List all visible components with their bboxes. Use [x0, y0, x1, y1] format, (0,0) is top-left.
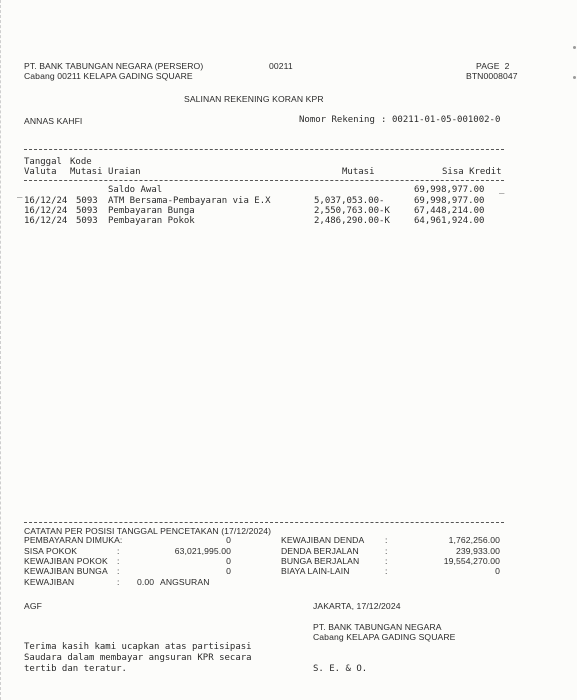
summary-label: KEWAJIBAN: [24, 577, 75, 587]
document-title: SALINAN REKENING KORAN KPR: [184, 94, 324, 104]
summary-separator: :: [385, 535, 388, 545]
summary-value: 0: [226, 556, 231, 566]
row-code: 5093: [76, 206, 98, 216]
divider: [24, 149, 504, 150]
summary-separator: :: [385, 546, 388, 556]
summary-label: KEWAJIBAN BUNGA: [24, 566, 108, 576]
divider: [24, 180, 504, 181]
summary-value: 63,021,995.00: [174, 546, 231, 556]
summary-heading: CATATAN PER POSISI TANGGAL PENCETAKAN (17/12/2024): [24, 526, 272, 536]
summary-label: BIAYA LAIN-LAIN: [281, 566, 350, 576]
branch-name: Cabang 00211 KELAPA GADING SQUARE: [24, 71, 193, 81]
summary-separator: :: [117, 546, 120, 556]
row-amount: 2,486,290.00-K: [314, 216, 390, 226]
summary-value: 0: [226, 535, 231, 545]
summary-value: 0: [495, 566, 500, 576]
summary-label: SISA POKOK: [24, 546, 78, 556]
closing-note: S. E. & O.: [313, 664, 368, 674]
summary-value: 0.00: [137, 577, 155, 587]
row-balance: 67,448,214.00: [414, 206, 485, 216]
account-number-separator: :: [381, 115, 387, 125]
summary-value: 0: [226, 566, 231, 576]
row-desc: Pembayaran Pokok: [108, 216, 195, 226]
summary-separator: :: [385, 566, 388, 576]
summary-label: KEWAJIBAN POKOK: [24, 556, 108, 566]
document-ref: BTN0008047: [466, 71, 518, 81]
summary-separator: :: [117, 577, 120, 587]
row-mark: _: [499, 185, 505, 195]
row-desc: Pembayaran Bunga: [108, 206, 195, 216]
scan-mark: [573, 76, 576, 79]
place-date: JAKARTA, 17/12/2024: [313, 601, 401, 611]
header-sisa-kredit: Sisa Kredit: [442, 167, 502, 177]
scan-mark: [573, 46, 576, 49]
row-balance: 69,998,977.00: [414, 196, 485, 206]
row-date: 16/12/24: [24, 196, 68, 206]
header-uraian: Uraian: [108, 167, 141, 177]
row-balance: 69,998,977.00: [414, 185, 485, 195]
row-date: 16/12/24: [24, 216, 68, 226]
summary-label: KEWAJIBAN DENDA: [281, 535, 365, 545]
row-amount: 2,550,763.00-K: [314, 206, 390, 216]
account-name: ANNAS KAHFI: [24, 116, 83, 126]
summary-label: BUNGA BERJALAN: [281, 556, 360, 566]
row-desc: ATM Bersama-Pembayaran via E.X: [108, 196, 271, 206]
header-mutasi-code: Mutasi: [70, 167, 103, 177]
header-kode: Kode: [70, 157, 92, 167]
page-number: PAGE 2: [476, 61, 510, 71]
row-code: 5093: [76, 196, 98, 206]
account-number: 00211-01-05-001002-0: [392, 115, 501, 125]
summary-extra: ANGSURAN: [160, 577, 210, 587]
thanks-line: Saudara dalam membayar angsuran KPR secara: [24, 653, 252, 663]
signer-bank: PT. BANK TABUNGAN NEGARA: [313, 622, 442, 632]
account-number-label: Nomor Rekening: [299, 115, 375, 125]
summary-value: 19,554,270.00: [443, 556, 500, 566]
summary-separator: :: [117, 566, 120, 576]
row-balance: 64,961,924.00: [414, 216, 485, 226]
row-date: 16/12/24: [24, 206, 68, 216]
divider: [24, 522, 504, 523]
agf-label: AGF: [24, 601, 42, 611]
summary-separator: :: [117, 556, 120, 566]
summary-label: PEMBAYARAN DIMUKA:: [24, 535, 123, 545]
row-mark: _: [17, 189, 23, 199]
branch-code: 00211: [269, 61, 293, 71]
thanks-line: tertib dan teratur.: [24, 664, 127, 674]
row-amount: 5,037,053.00-: [314, 196, 385, 206]
summary-value: 1,762,256.00: [448, 535, 500, 545]
summary-separator: :: [385, 556, 388, 566]
header-tanggal: Tanggal: [24, 157, 62, 167]
header-valuta: Valuta: [24, 167, 57, 177]
signer-branch: Cabang KELAPA GADING SQUARE: [313, 632, 456, 642]
row-desc: Saldo Awal: [108, 185, 163, 195]
summary-value: 239,933.00: [455, 546, 500, 556]
bank-name: PT. BANK TABUNGAN NEGARA (PERSERO): [24, 61, 204, 71]
thanks-line: Terima kasih kami ucapkan atas partisipasi: [24, 642, 252, 652]
summary-label: DENDA BERJALAN: [281, 546, 359, 556]
header-mutasi: Mutasi: [342, 167, 375, 177]
paper-edge: [0, 0, 2, 700]
row-code: 5093: [76, 216, 98, 226]
